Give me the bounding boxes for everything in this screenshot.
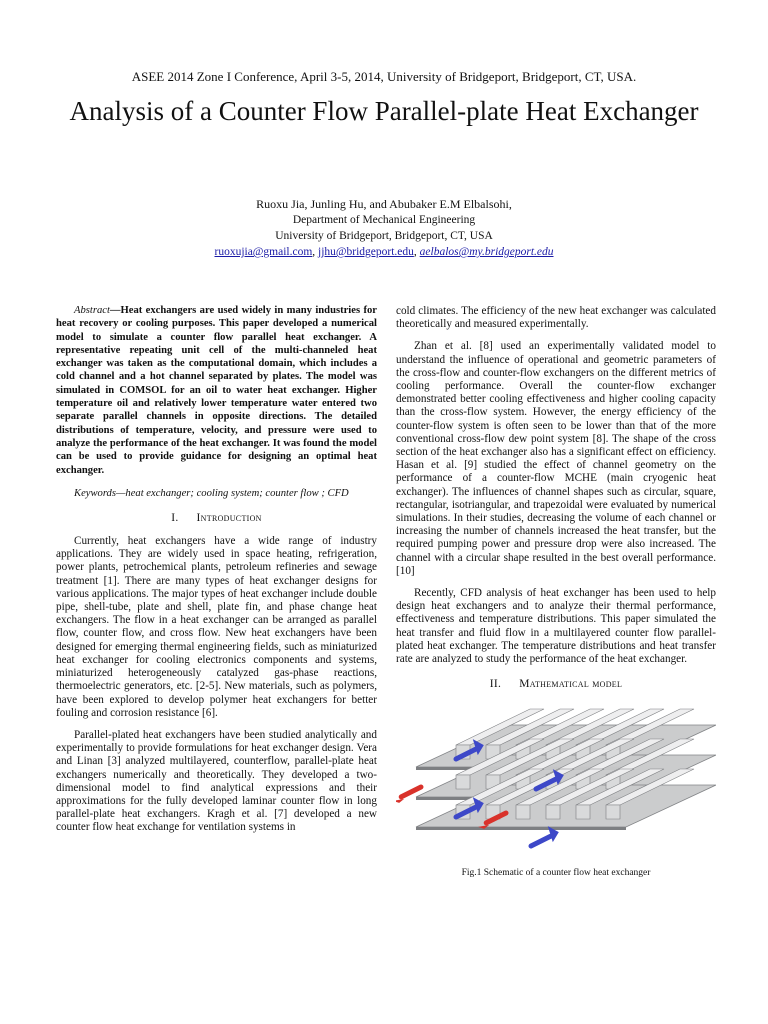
intro-paragraph-1: Currently, heat exchangers have a wide range of industry applications. They are widely used in space heating, refrigeration, power plants, petrochemical plants, petroleum refineries and sewage treatment [1]. There are many types of heat exchanger designs for various applications. The major types of heat exchanger include double pipe, shell-tube, plate and shell, plate fin, and phase change heat exchangers. The flow in a heat exchanger can be arranged as parallel flow, counter flow, and cross flow. New heat exchangers have been designed for emerging thermal engineering fields, such as miniaturized heat exchanger for cooling electronics components and systems, miniaturized heterogeneously catalyzed gas-phase reactions, thermoelectric generators, etc. [2-5]. New materials, such as polymers, have been explored to develop polymer heat exchangers for better fouling and corrosion resistance [6]. [56,535,377,719]
email-list [0,246,768,258]
abstract-paragraph [56,304,377,477]
email-link-1[interactable]: ruoxujia@gmail.com [214,246,313,258]
section-title: Mathematical model [519,678,623,691]
conference-header: ASEE 2014 Zone I Conference, April 3-5, 2014, University of Bridgeport, Bridgeport, CT, USA. [131,69,637,84]
affiliation-university: University of Bridgeport, Bridgeport, CT, USA [275,230,493,242]
body-paragraph-continued: cold climates. The efficiency of the new heat exchanger was calculated theoretically and measured experimentally. [396,305,716,331]
channel-front [456,775,470,789]
email-separator-2: , [413,246,420,258]
plate-edge [416,827,626,830]
channel-front [546,805,560,819]
body-paragraph-cfd: Recently, CFD analysis of heat exchanger has been used to help design heat exchangers and to analyze their thermal performance, effectiveness and temperature distributions. This paper simulated the heat transfer and fluid flow in a multilayered counter flow parallel-plated heat exchanger. The temperature distributions and heat transfer rate are analyzed to study the performance of the heat exchanger. [396,587,716,666]
channel-front [516,805,530,819]
left-column [56,304,377,844]
section-heading-introduction [56,512,377,525]
flow-arrow-head [396,799,404,803]
right-column [396,305,716,881]
email-separator-1: , [312,246,319,258]
paper-title: Analysis of a Counter Flow Parallel-plate Heat Exchanger [69,96,699,126]
heat-exchanger-schematic [396,701,716,861]
flow-arrow-shaft [401,787,421,797]
abstract-lead: Abstract [74,305,110,316]
figure-1 [396,701,716,880]
channel-front [606,805,620,819]
abstract-dash: — [109,305,121,316]
keywords-line: Keywords—heat exchanger; cooling system; counter flow ; CFD [74,487,349,499]
flow-arrow-shaft [531,837,551,847]
section-title: Introduction [196,511,262,524]
author-list: Ruoxu Jia, Junling Hu, and Abubaker E.M Elbalsohi, [256,197,512,211]
email-link-2[interactable]: jjhu@bridgeport.edu [318,246,414,258]
body-paragraph-zhan: Zhan et al. [8] used an experimentally validated model to understand the influence of operational and geometric parameters of the cross-flow and counter-flow exchangers on the different metrics of cooling performance. Overall the counter-flow exchanger demonstrated better cooling effectiveness and higher cooling capacity than the cross-flow system. However, the energy efficiency of the counter-flow system is often seen to be lower than that of the more conventional cross-flow dew point system [8]. The shape of the cross section of the heat exchanger also has a significant effect on efficiency. Hasan et al. [9] studied the effect of channel geometry on the performance of a counter-flow MCHE (main cryogenic heat exchanger). The influences of channel shapes such as circular, square, rectangular, isotriangular, and trapezoidal were evaluated by numerical simulations. In their studies, decreasing the volume of each channel or increasing the number of channels increased the heat transfer, but the required pumping power and pressure drop were also increased. The channel with a circular shape resulted in the best overall performance. [10] [396,340,716,577]
section-number: I. [171,511,179,524]
email-link-3[interactable]: aelbalos@my.bridgeport.edu [419,246,554,258]
section-number: II. [489,678,502,691]
section-heading-mathematical-model [396,678,716,691]
figure-caption: Fig.1 Schematic of a counter flow heat exchanger [461,868,651,879]
affiliation-department: Department of Mechanical Engineering [292,214,476,226]
intro-paragraph-2: Parallel-plated heat exchangers have been studied analytically and experimentally to provide formulations for heat exchanger design. Vera and Linan [3] analyzed multilayered, counterflow, parallel-plate heat exchangers numerically and theoretically. They developed a two-dimensional model to find analytical expressions and their approximations for the fully developed laminar counter flow in long parallel-plate heat exchangers. Kragh et al. [7] developed a new counter flow heat exchange for ventilation systems in [56,728,377,834]
abstract-text: Heat exchangers are used widely in many industries for heat recovery or cooling purposes. This paper developed a numerical model to simulate a counter flow parallel heat exchanger. A representative repeating unit cell of the multi-channeled heat exchanger was taken as the computational domain, which includes a cold channel and a hot channel separated by plates. The model was simulated in COMSOL for an oil to water heat exchanger. Higher temperature oil and relatively lower temperature water entered two separate parallel channels in opposite directions. The detailed distributions of temperature, velocity, and pressure were used to analyze the performance of the heat exchanger. It was found the model can be used to provide guidance for designing an optimal heat exchanger. [56,305,377,476]
channel-front [576,805,590,819]
